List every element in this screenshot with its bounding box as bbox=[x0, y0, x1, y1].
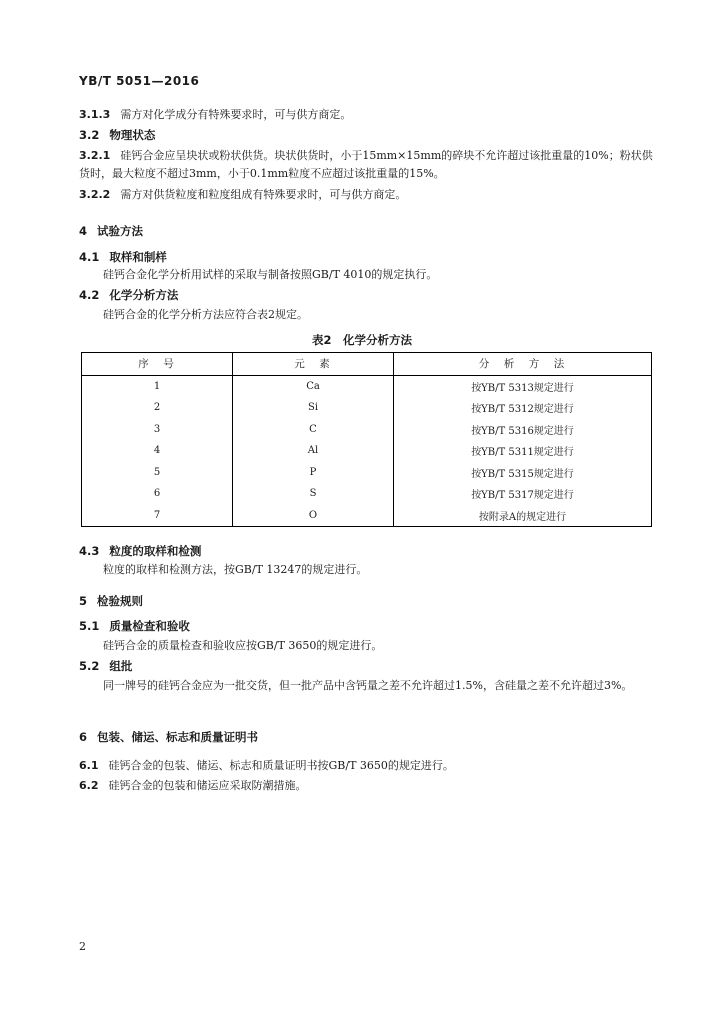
cell-element: P bbox=[233, 462, 394, 484]
cell-number: 7 bbox=[153, 509, 161, 521]
heading-number: 3.2 bbox=[79, 128, 100, 142]
cell-method: 按YB/T 5317规定进行 bbox=[471, 490, 574, 502]
cell-element: Ca bbox=[233, 375, 394, 397]
heading-number: 5.2 bbox=[79, 659, 100, 673]
table-caption: 表2 化学分析方法 bbox=[311, 333, 412, 347]
clause-3-2-1 bbox=[79, 147, 654, 183]
heading-text: 化学分析方法 bbox=[109, 288, 179, 302]
header-cell-element: 元 素 bbox=[233, 353, 394, 376]
clause-text: 硅钙合金的包装和储运应采取防潮措施。 bbox=[108, 779, 307, 792]
cell-element: Si bbox=[233, 397, 394, 419]
cell-method: 按YB/T 5312规定进行 bbox=[471, 404, 574, 416]
clause-text: 硅钙合金应呈块状或粉状供货。块状供货时，小于15mm×15mm的碎块不允许超过该批重量的10%；粉状供货时，最大粒度不超过3mm，小于0.1mm粒度不应超过该批重量的15%。 bbox=[79, 149, 653, 180]
clause-3-1-3 bbox=[79, 106, 654, 124]
table-row bbox=[82, 483, 652, 505]
heading-5-1 bbox=[79, 617, 654, 635]
paragraph-4-2: 硅钙合金的化学分析方法应符合表2规定。 bbox=[103, 308, 308, 321]
heading-number: 4.3 bbox=[79, 544, 100, 558]
cell-element: C bbox=[233, 419, 394, 441]
paragraph-4-3: 粒度的取样和检测方法，按GB/T 13247的规定进行。 bbox=[103, 563, 368, 576]
heading-number: 5 bbox=[79, 594, 88, 608]
table-header-row bbox=[82, 353, 652, 376]
heading-4-1 bbox=[79, 248, 654, 266]
clause-number: 6.2 bbox=[79, 779, 99, 792]
clause-number: 3.1.3 bbox=[79, 108, 111, 121]
table-row bbox=[82, 440, 652, 462]
table-row bbox=[82, 419, 652, 441]
heading-4 bbox=[79, 222, 654, 240]
paragraph-4-1: 硅钙合金化学分析用试样的采取与制备按照GB/T 4010的规定执行。 bbox=[103, 268, 438, 281]
paragraph-5-2: 同一牌号的硅钙合金应为一批交货，但一批产品中含钙量之差不允许超过1.5%，含硅量之差不允许超过3%。 bbox=[103, 679, 633, 692]
heading-text: 检验规则 bbox=[97, 594, 144, 608]
heading-text: 取样和制样 bbox=[109, 250, 167, 264]
cell-number: 4 bbox=[153, 445, 161, 457]
cell-method: 按YB/T 5313规定进行 bbox=[471, 382, 574, 394]
heading-5-2 bbox=[79, 657, 654, 675]
heading-text: 试验方法 bbox=[97, 224, 144, 238]
heading-3-2 bbox=[79, 126, 654, 144]
header-cell-number: 序 号 bbox=[82, 353, 233, 376]
cell-number: 3 bbox=[153, 423, 161, 435]
analysis-methods-table bbox=[81, 352, 652, 527]
heading-text: 物理状态 bbox=[109, 128, 156, 142]
table-row bbox=[82, 397, 652, 419]
heading-text: 组批 bbox=[109, 659, 133, 673]
clause-6-1 bbox=[79, 757, 654, 775]
clause-text: 需方对供货粒度和粒度组成有特殊要求时，可与供方商定。 bbox=[120, 188, 407, 201]
heading-number: 6 bbox=[79, 730, 88, 744]
cell-number: 2 bbox=[153, 402, 161, 414]
table-row bbox=[82, 375, 652, 397]
heading-5 bbox=[79, 592, 654, 610]
cell-element: S bbox=[233, 483, 394, 505]
document-header: YB/T 5051—2016 bbox=[79, 74, 200, 88]
clause-text: 需方对化学成分有特殊要求时，可与供方商定。 bbox=[120, 108, 352, 121]
clause-6-2 bbox=[79, 777, 654, 795]
cell-number: 6 bbox=[153, 488, 161, 500]
cell-element: Al bbox=[233, 440, 394, 462]
header-cell-method: 分 析 方 法 bbox=[394, 353, 652, 376]
clause-number: 3.2.2 bbox=[79, 188, 111, 201]
heading-6 bbox=[79, 728, 654, 746]
cell-method: 按YB/T 5311规定进行 bbox=[471, 447, 574, 459]
cell-number: 5 bbox=[153, 466, 161, 478]
heading-number: 4 bbox=[79, 224, 88, 238]
heading-number: 4.2 bbox=[79, 288, 100, 302]
heading-text: 粒度的取样和检测 bbox=[109, 544, 202, 558]
heading-number: 4.1 bbox=[79, 250, 100, 264]
clause-number: 3.2.1 bbox=[79, 149, 111, 162]
cell-number: 1 bbox=[153, 380, 161, 392]
table-row bbox=[82, 505, 652, 527]
cell-method: 按YB/T 5315规定进行 bbox=[471, 468, 574, 480]
heading-4-3 bbox=[79, 542, 654, 560]
clause-number: 6.1 bbox=[79, 759, 99, 772]
cell-method: 按附录A的规定进行 bbox=[478, 511, 567, 523]
clause-text: 硅钙合金的包装、储运、标志和质量证明书按GB/T 3650的规定进行。 bbox=[108, 759, 454, 772]
page-number: 2 bbox=[79, 940, 86, 953]
heading-text: 包装、储运、标志和质量证明书 bbox=[97, 730, 259, 744]
heading-4-2 bbox=[79, 286, 654, 304]
cell-method: 按YB/T 5316规定进行 bbox=[471, 425, 574, 437]
clause-3-2-2 bbox=[79, 186, 654, 204]
paragraph-5-1: 硅钙合金的质量检查和验收应按GB/T 3650的规定进行。 bbox=[103, 639, 383, 652]
cell-element: O bbox=[233, 505, 394, 527]
heading-number: 5.1 bbox=[79, 619, 100, 633]
heading-text: 质量检查和验收 bbox=[109, 619, 190, 633]
table-row bbox=[82, 462, 652, 484]
